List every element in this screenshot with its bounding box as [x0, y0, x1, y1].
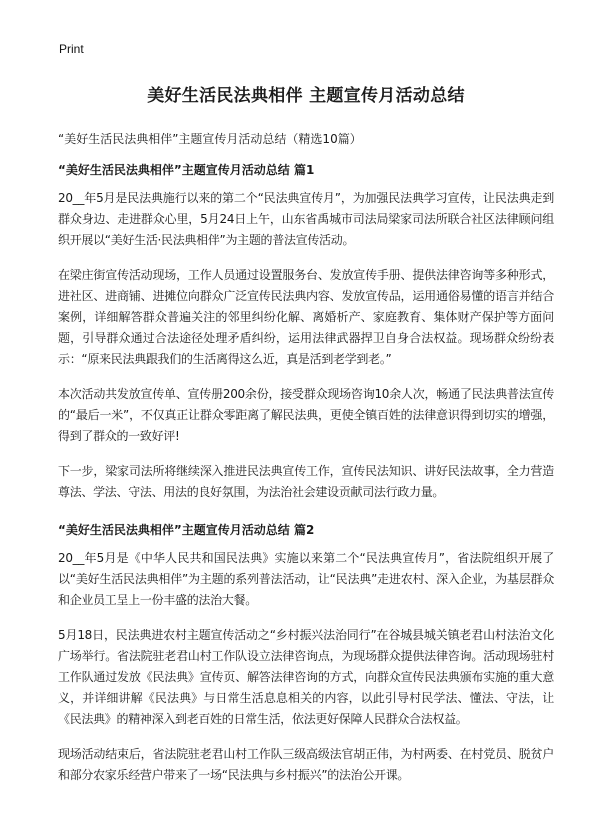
section-heading-1: “美好生活民法典相伴”主题宣传月活动总结 篇1 — [58, 163, 315, 177]
section-2-paragraph-1: 20__年5月是《中华人民共和国民法典》实施以来第二个“民法典宣传月”，省法院组织开展了以“美好生活民法典相伴”为主题的系列普法活动，让“民法典”走进农村、深入企业，为基层群众和企业员工呈上一份丰盛的法治大餐。 — [58, 551, 554, 607]
section-1-paragraph-2: 在梁庄街宣传活动现场，工作人员通过设置服务台、发放宣传手册、提供法律咨询等多种形式，进社区、进商铺、进摊位向群众广泛宣传民法典内容、发放宣传品，运用通俗易懂的语言并结合案例，详细解答群众普遍关注的邻里纠纷化解、离婚析产、家庭教育、集体财产保护等方面问题，引导群众通过合法途径处理矛盾纠纷，运用法律武器捍卫自身合法权益。现场群众纷纷表示：“原来民法典跟我们的生活离得这么近，真是活到老学到老。” — [58, 268, 554, 366]
document-title: 美好生活民法典相伴 主题宣传月活动总结 — [147, 86, 465, 106]
section-1-paragraph-4: 下一步，梁家司法所将继续深入推进民法典宣传工作，宣传民法知识、讲好民法故事，全力营造尊法、学法、守法、用法的良好氛围，为法治社会建设贡献司法行政力量。 — [58, 464, 554, 499]
section-1-paragraph-1: 20__年5月是民法典施行以来的第二个“民法典宣传月”，为加强民法典学习宣传，让民法典走到群众身边、走进群众心里，5月24日上午，山东省禹城市司法局梁家司法所联合社区法律顾问组织开展以“美好生活·民法典相伴”为主题的普法宣传活动。 — [58, 191, 554, 247]
section-2-paragraph-2: 5月18日，民法典进农村主题宣传活动之“乡村振兴法治同行”在谷城县城关镇老君山村法治文化广场举行。省法院驻老君山村工作队设立法律咨询点，为现场群众提供法律咨询。活动现场驻村工作队通过发放《民法典》宣传页、解答法律咨询的方式，向群众宣传民法典颁布实施的重大意义，并详细讲解《民法典》与日常生活息息相关的内容，以此引导村民学法、懂法、守法，让《民法典》的精神深入到老百姓的日常生活，依法更好保障人民群众合法权益。 — [58, 628, 554, 726]
print-link[interactable]: Print — [59, 42, 84, 56]
document-subtitle: “美好生活民法典相伴”主题宣传月活动总结（精选10篇） — [58, 132, 362, 146]
section-1-paragraph-3: 本次活动共发放宣传单、宣传册200余份，接受群众现场咨询10余人次，畅通了民法典普法宣传的“最后一米”，不仅真正让群众零距离了解民法典，更使全镇百姓的法律意识得到切实的增强，得到了群众的一致好评! — [58, 387, 554, 443]
section-2-paragraph-3: 现场活动结束后，省法院驻老君山村工作队三级高级法官胡正伟，为村两委、在村党员、脱贫户和部分农家乐经营户带来了一场“民法典与乡村振兴”的法治公开课。 — [58, 747, 554, 782]
section-heading-2: “美好生活民法典相伴”主题宣传月活动总结 篇2 — [58, 523, 315, 537]
